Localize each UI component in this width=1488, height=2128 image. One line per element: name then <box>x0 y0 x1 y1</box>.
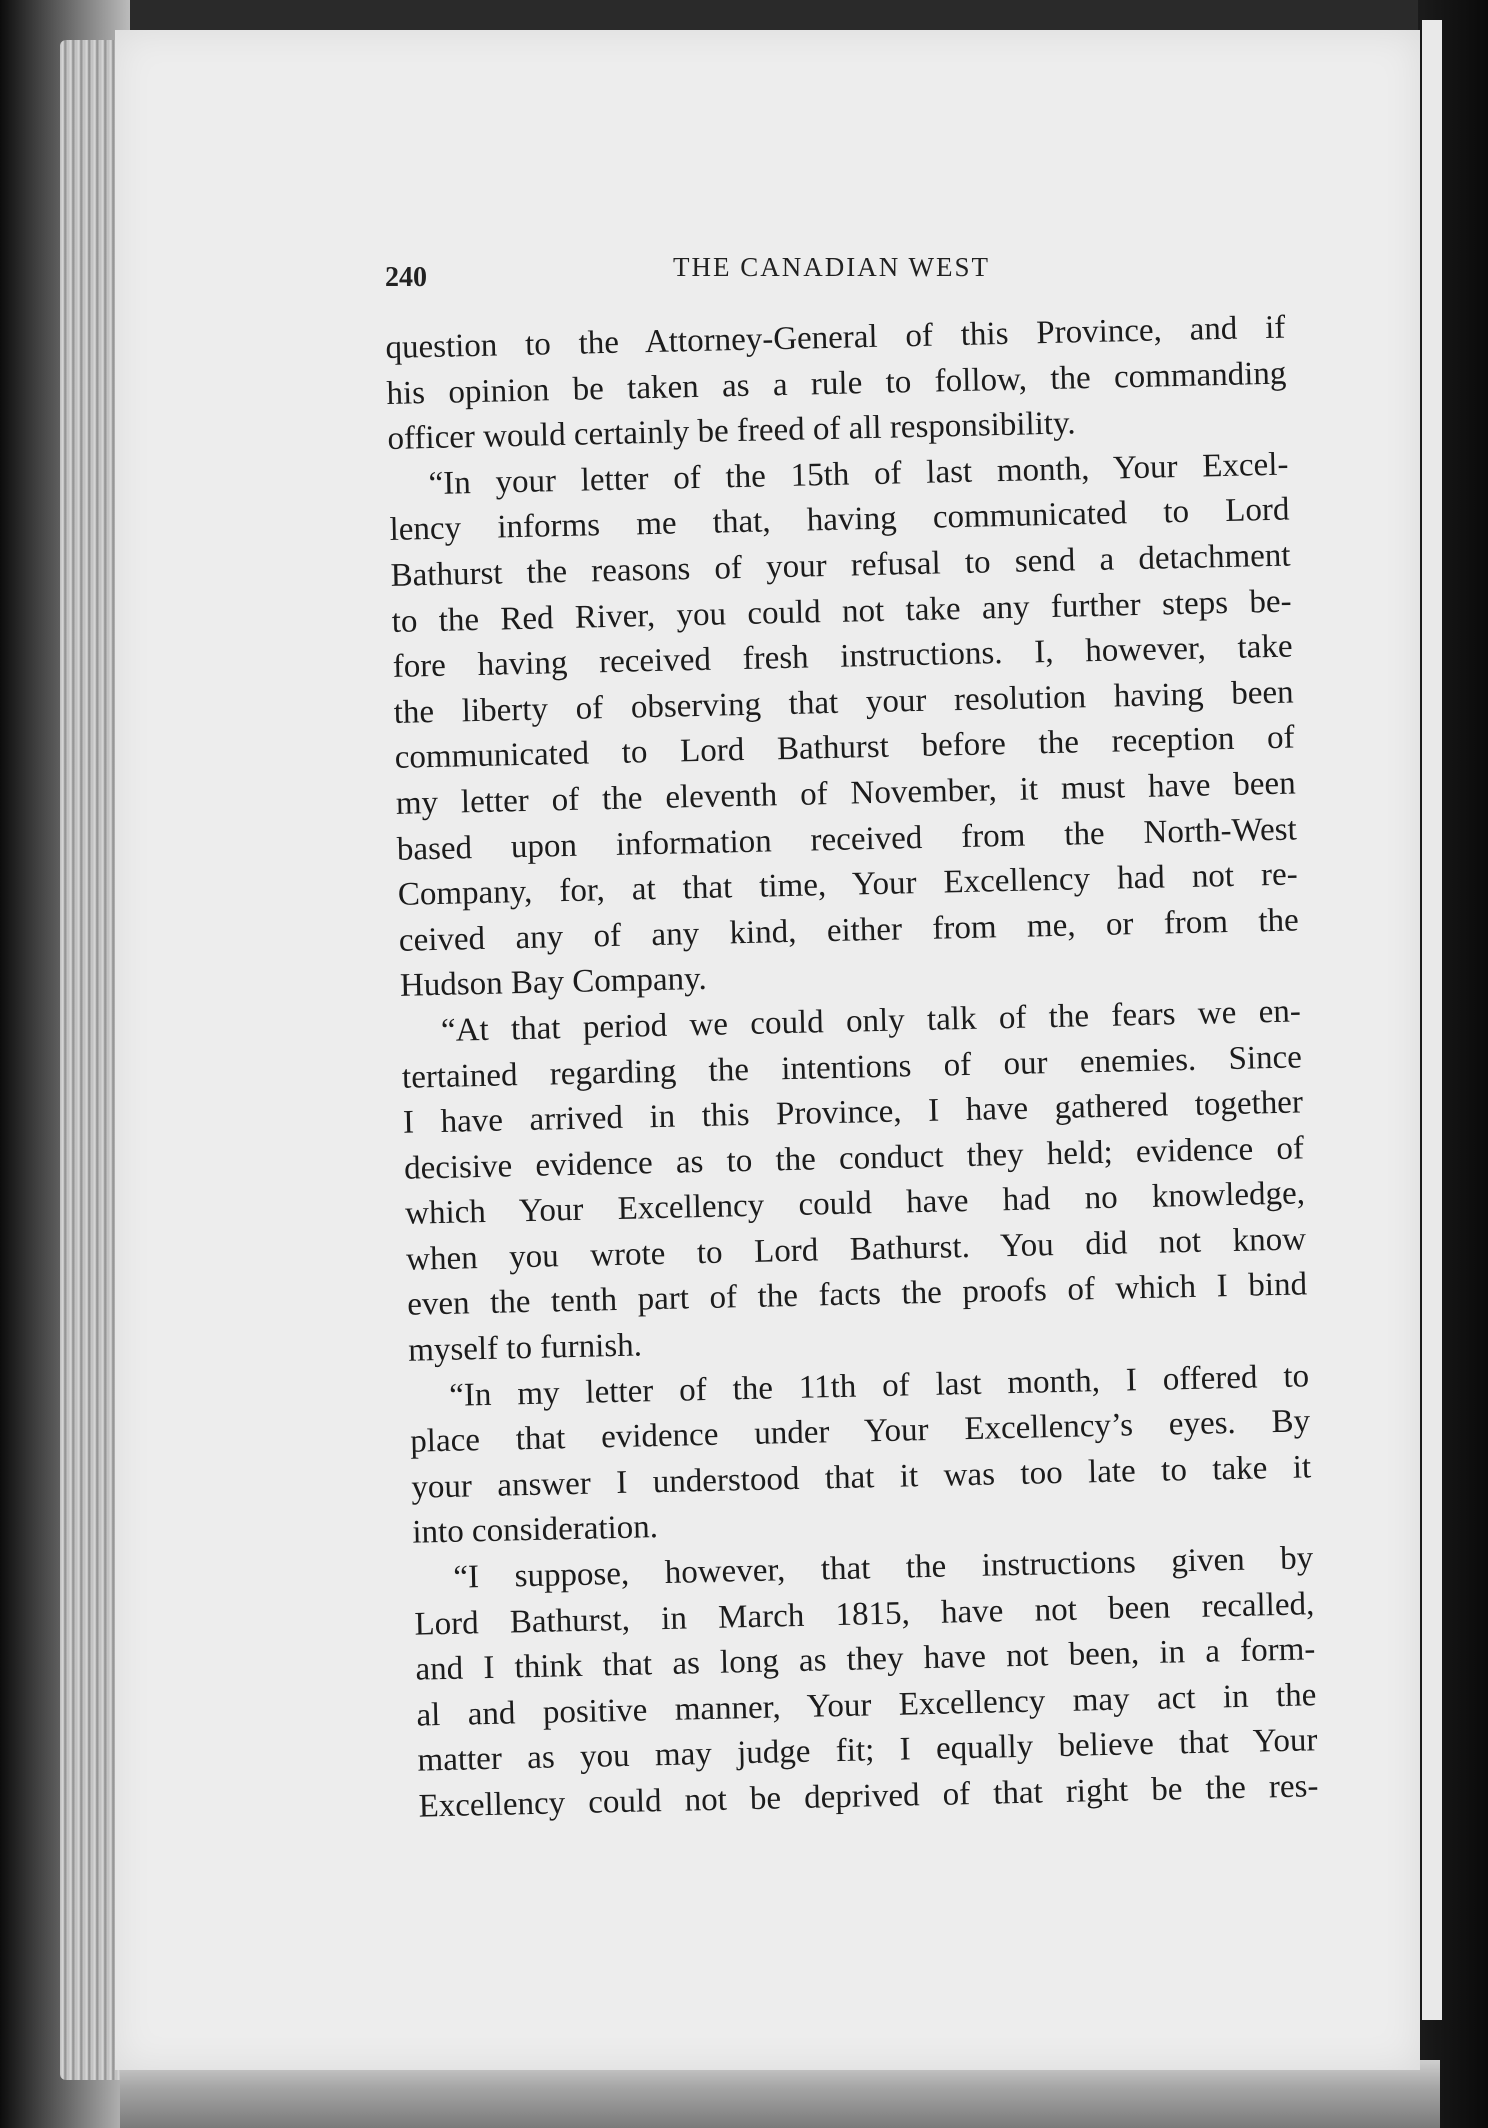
text-line: and I think that as long as they have not been, in a form- <box>415 1631 1316 1688</box>
text-line: Hudson Bay Company. <box>399 961 708 1005</box>
text-line: your answer I understood that it was too late to take it <box>410 1449 1312 1506</box>
text-line: myself to furnish. <box>407 1327 643 1369</box>
page-edges-bottom <box>120 2060 1440 2128</box>
page-number: 240 <box>385 262 427 293</box>
text-line: “At that period we could only talk of the fears we en- <box>440 993 1302 1049</box>
text-line: which Your Excellency could have had no knowledge, <box>404 1175 1306 1233</box>
text-line: place that evidence under Your Excellency’s eyes. By <box>409 1403 1311 1460</box>
text-line: into consideration. <box>411 1509 659 1552</box>
text-line: Company, for, at that time, Your Excellency had not re- <box>397 856 1299 913</box>
text-line: even the tenth part of the facts the proofs of which I bind <box>406 1266 1308 1324</box>
page-header <box>385 252 1385 292</box>
text-line: communicated to Lord Bathurst before the reception of <box>394 719 1295 777</box>
text-line: question to the Attorney-General of this Province, and if <box>385 309 1286 366</box>
text-line: Bathurst the reasons of your refusal to send a detachment <box>390 537 1291 594</box>
text-line: when you wrote to Lord Bathurst. You did not know <box>405 1221 1307 1278</box>
text-line: the liberty of observing that your resolution having been <box>393 674 1294 731</box>
text-line: based upon information received from the North-West <box>396 810 1298 868</box>
text-line: matter as you may judge fit; I equally believe that Your <box>417 1722 1318 1780</box>
text-line: his opinion be taken as a rule to follow, the commanding <box>386 355 1287 412</box>
text-line: fore having received fresh instructions. I, however, take <box>392 628 1293 686</box>
body-text <box>385 305 1339 1830</box>
text-line: to the Red River, you could not take any further steps be- <box>391 583 1292 640</box>
text-line: ceived any of any kind, either from me, or from the <box>398 902 1300 959</box>
text-line: Excellency could not be deprived of that right be the res- <box>418 1768 1319 1825</box>
page-content <box>385 30 1415 2070</box>
text-line: decisive evidence as to the conduct they held; evidence of <box>403 1130 1305 1187</box>
text-line: al and positive manner, Your Excellency may act in the <box>416 1677 1317 1734</box>
text-line: tertained regarding the intentions of our enemies. Since <box>401 1038 1303 1096</box>
text-line: Lord Bathurst, in March 1815, have not been recalled, <box>414 1585 1315 1643</box>
text-line: officer would certainly be freed of all responsibility. <box>387 405 1076 458</box>
text-line: lency informs me that, having communicated to Lord <box>389 491 1290 549</box>
text-line: “I suppose, however, that the instructions given by <box>453 1540 1314 1596</box>
running-head: THE CANADIAN WEST <box>673 252 990 282</box>
text-line: “In my letter of the 11th of last month, I offered to <box>448 1357 1310 1414</box>
facing-page-sliver <box>1422 20 1442 2020</box>
book-page <box>115 30 1420 2070</box>
text-line: my letter of the eleventh of November, it must have been <box>395 765 1297 822</box>
text-line: I have arrived in this Province, I have gathered together <box>402 1084 1304 1141</box>
text-line: “In your letter of the 15th of last month, Your Excel- <box>428 446 1289 502</box>
